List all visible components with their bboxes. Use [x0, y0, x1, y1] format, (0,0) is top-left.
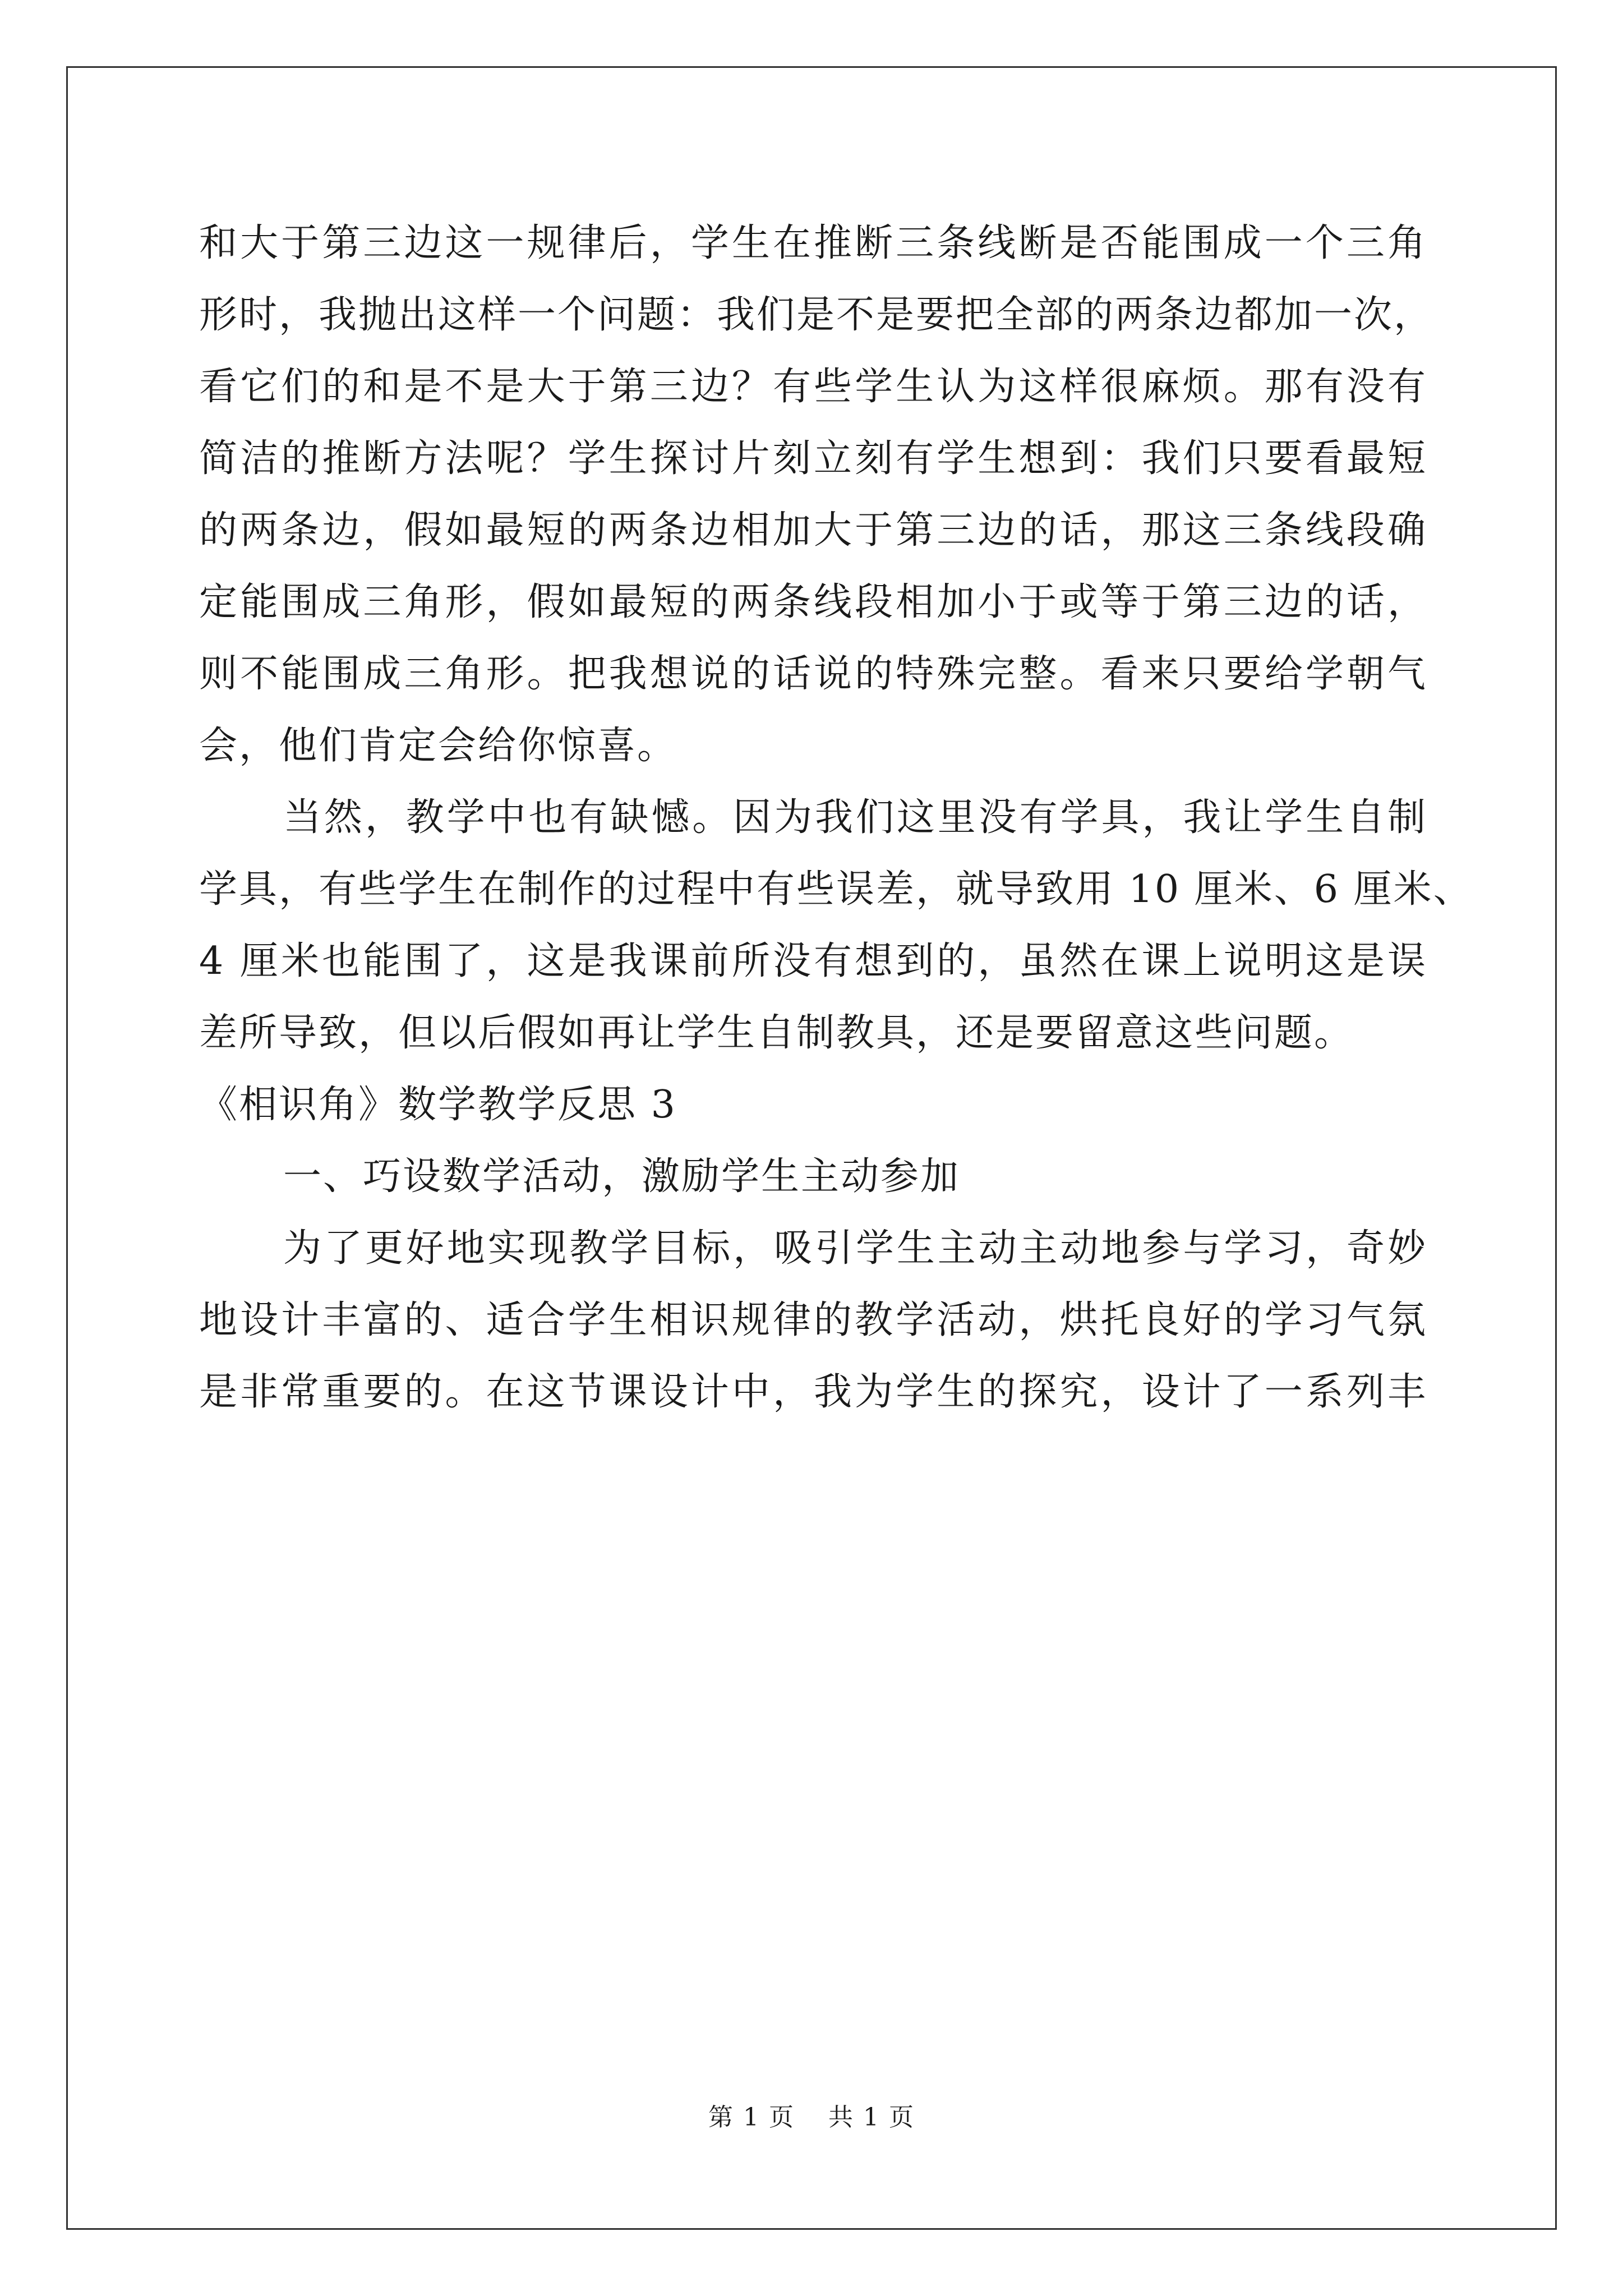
- text-line: 地设计丰富的、适合学生相识规律的教学活动，烘托良好的学习气氛: [199, 1298, 1427, 1342]
- text-line: 简洁的推断方法呢？学生探讨片刻立刻有学生想到：我们只要看最短: [199, 436, 1427, 481]
- text-line: 形时，我抛出这样一个问题：我们是不是要把全部的两条边都加一次，: [199, 293, 1434, 337]
- text-line: 为了更好地实现教学目标，吸引学生主动主动地参与学习，奇妙: [283, 1226, 1427, 1271]
- paragraph: [199, 208, 1434, 782]
- text-line: 的两条边，假如最短的两条边相加大于第三边的话，那这三条线段确: [199, 508, 1427, 553]
- text-line: 4 厘米也能围了，这是我课前所没有想到的，虽然在课上说明这是误: [199, 939, 1427, 983]
- subheading: 一、巧设数学活动，激励学生主动参加: [283, 1154, 961, 1199]
- text-line: 定能围成三角形，假如最短的两条线段相加小于或等于第三边的话，: [199, 580, 1427, 624]
- text-line: 则不能围成三角形。把我想说的话说的特殊完整。看来只要给学朝气: [199, 652, 1427, 696]
- text-line: 学具，有些学生在制作的过程中有些误差，就导致用 10 厘米、6 厘米、: [199, 867, 1473, 912]
- text-line: 会，他们肯定会给你惊喜。: [199, 724, 677, 768]
- page-number: 第 1 页: [708, 2103, 795, 2132]
- text-line: 和大于第三边这一规律后，学生在推断三条线断是否能围成一个三角: [199, 221, 1427, 265]
- text-line: 当然，教学中也有缺憾。因为我们这里没有学具，我让学生自制: [283, 795, 1427, 840]
- page-footer: [0, 2097, 1623, 2133]
- page-total: 共 1 页: [828, 2103, 915, 2132]
- paragraph: [199, 782, 1473, 1069]
- text-line: 看它们的和是不是大于第三边？有些学生认为这样很麻烦。那有没有: [199, 365, 1427, 409]
- text-line: 是非常重要的。在这节课设计中，我为学生的探究，设计了一系列丰: [199, 1370, 1427, 1414]
- section-title: 《相识角》数学教学反思 3: [199, 1083, 677, 1127]
- document-body: [199, 208, 1473, 1428]
- text-line: 差所导致，但以后假如再让学生自制教具，还是要留意这些问题。: [199, 1011, 1354, 1055]
- paragraph: [199, 1213, 1427, 1428]
